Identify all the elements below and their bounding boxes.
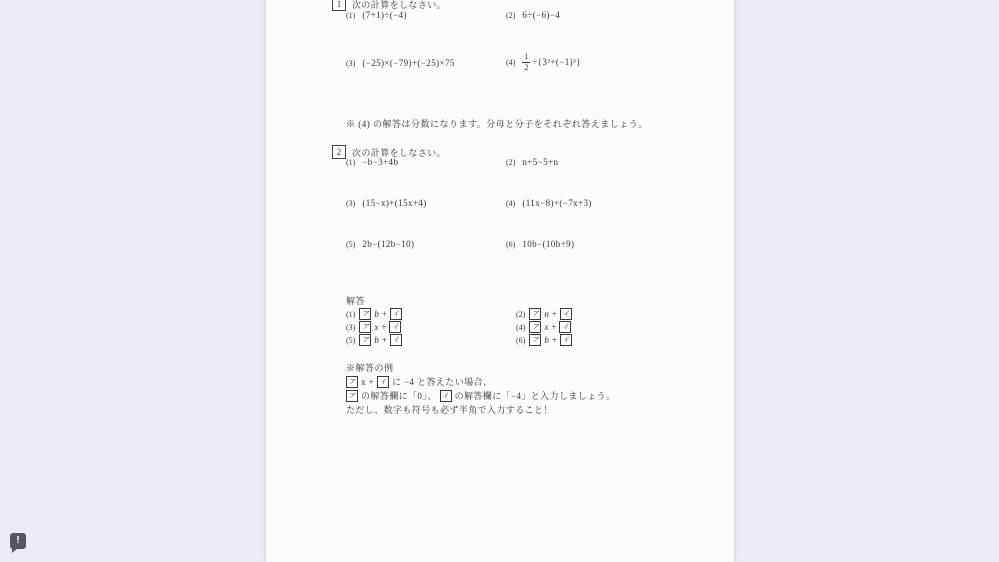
answers-heading: 解答 — [346, 296, 366, 306]
problem-label: (2) — [506, 10, 516, 20]
problem-1-1 — [346, 10, 407, 20]
plus-sign: + — [381, 309, 387, 319]
plus-sign: + — [381, 335, 387, 345]
answer-label: (4) — [516, 322, 526, 332]
answer-row-1 — [346, 308, 402, 320]
problem-expression: (15−x)+(15x+4) — [362, 198, 427, 208]
problem-expression: 6÷(−6)−4 — [522, 10, 561, 20]
problem-expression: (11x−8)+(−7x+3) — [522, 198, 592, 208]
section-1-note: ※ (4) の解答は分数になります。分母と分子をそれぞれ答えましょう。 — [346, 119, 648, 129]
problem-expression: (−25)×(−79)+(−25)×75 — [362, 58, 455, 68]
example-text: の解答欄に「−4」と入力しましょう。 — [454, 391, 616, 401]
section-1-title: 次の計算をしなさい。 — [352, 0, 447, 10]
problem-1-4 — [506, 50, 581, 74]
problem-2-1 — [346, 157, 398, 167]
problem-label: (4) — [506, 198, 516, 208]
section-1-number-box: 1 — [332, 0, 346, 11]
answer-row-3 — [346, 321, 401, 333]
answer-row-6 — [516, 334, 572, 346]
answer-label: (6) — [516, 335, 526, 345]
answer-variable: n — [544, 309, 549, 319]
example-text: x + — [361, 376, 375, 387]
example-text: ただし、数字も符号も必ず半角で入力すること！ — [346, 405, 553, 415]
section-2-title: 次の計算をしなさい。 — [352, 148, 447, 158]
problem-label: (3) — [346, 58, 356, 68]
problem-expression: −b−3+4b — [362, 157, 399, 167]
answer-label: (5) — [346, 335, 356, 345]
problem-label: (6) — [506, 239, 516, 249]
example-heading: ※解答の例 — [346, 363, 394, 373]
answer-variable: b — [374, 309, 379, 319]
answer-box-i: イ — [389, 321, 401, 333]
example-text: の解答欄に「0」、 — [361, 391, 437, 401]
fraction-numerator: 1 — [524, 51, 529, 61]
example-text: に −4 と答えたい場合、 — [392, 377, 493, 387]
plus-sign: + — [551, 322, 557, 332]
answer-box-a: ア — [359, 308, 371, 320]
answer-box-a: ア — [529, 308, 541, 320]
answer-box-a: ア — [529, 321, 541, 333]
problem-2-5 — [346, 239, 414, 249]
problem-expression: (7+1)÷(−4) — [362, 10, 407, 20]
problem-label: (4) — [506, 57, 516, 67]
answer-box-i: イ — [390, 308, 402, 320]
answer-row-5 — [346, 334, 402, 346]
problem-label: (3) — [346, 198, 356, 208]
problem-label: (5) — [346, 239, 356, 249]
document-page — [265, 0, 735, 562]
answer-variable: b — [544, 335, 549, 345]
example-box-a: ア — [346, 376, 358, 388]
example-line-3 — [346, 403, 553, 416]
answer-box-i: イ — [560, 334, 572, 346]
example-box-i: イ — [377, 376, 389, 388]
answer-box-i: イ — [559, 321, 571, 333]
alert-bubble-icon[interactable]: ! — [10, 533, 26, 549]
problem-label: (2) — [506, 157, 516, 167]
problem-2-2 — [506, 157, 558, 167]
answer-box-a: ア — [359, 334, 371, 346]
plus-sign: + — [551, 309, 557, 319]
problem-label: (1) — [346, 157, 356, 167]
problem-1-2 — [506, 10, 560, 20]
answer-box-a: ア — [359, 321, 371, 333]
example-line-2 — [346, 389, 615, 402]
answer-label: (2) — [516, 309, 526, 319]
problem-2-4 — [506, 198, 592, 208]
example-box-a: ア — [346, 390, 358, 402]
problem-expression: 2b−(12b−10) — [362, 239, 415, 249]
fraction — [522, 53, 530, 72]
plus-sign: + — [381, 322, 387, 332]
answer-variable: b — [374, 335, 379, 345]
answer-label: (1) — [346, 309, 356, 319]
problem-expression: 10b−(10b+9) — [522, 239, 575, 249]
answer-variable: x — [544, 322, 549, 332]
example-line-1 — [346, 375, 492, 388]
answer-variable: x — [374, 322, 379, 332]
fraction-denominator: 2 — [524, 62, 529, 72]
problem-2-6 — [506, 239, 574, 249]
example-box-i: イ — [440, 390, 452, 402]
problem-expression: n+5−5+n — [522, 157, 559, 167]
plus-sign: + — [551, 335, 557, 345]
answer-row-4 — [516, 321, 571, 333]
problem-2-3 — [346, 198, 427, 208]
answer-label: (3) — [346, 322, 356, 332]
problem-label: (1) — [346, 10, 356, 20]
section-2-number-box: 2 — [332, 145, 346, 159]
answer-box-a: ア — [529, 334, 541, 346]
problem-expression: ÷{3²+(−1)³} — [532, 57, 581, 67]
problem-1-3 — [346, 53, 455, 73]
answer-box-i: イ — [390, 334, 402, 346]
answer-row-2 — [516, 308, 572, 320]
answer-box-i: イ — [560, 308, 572, 320]
